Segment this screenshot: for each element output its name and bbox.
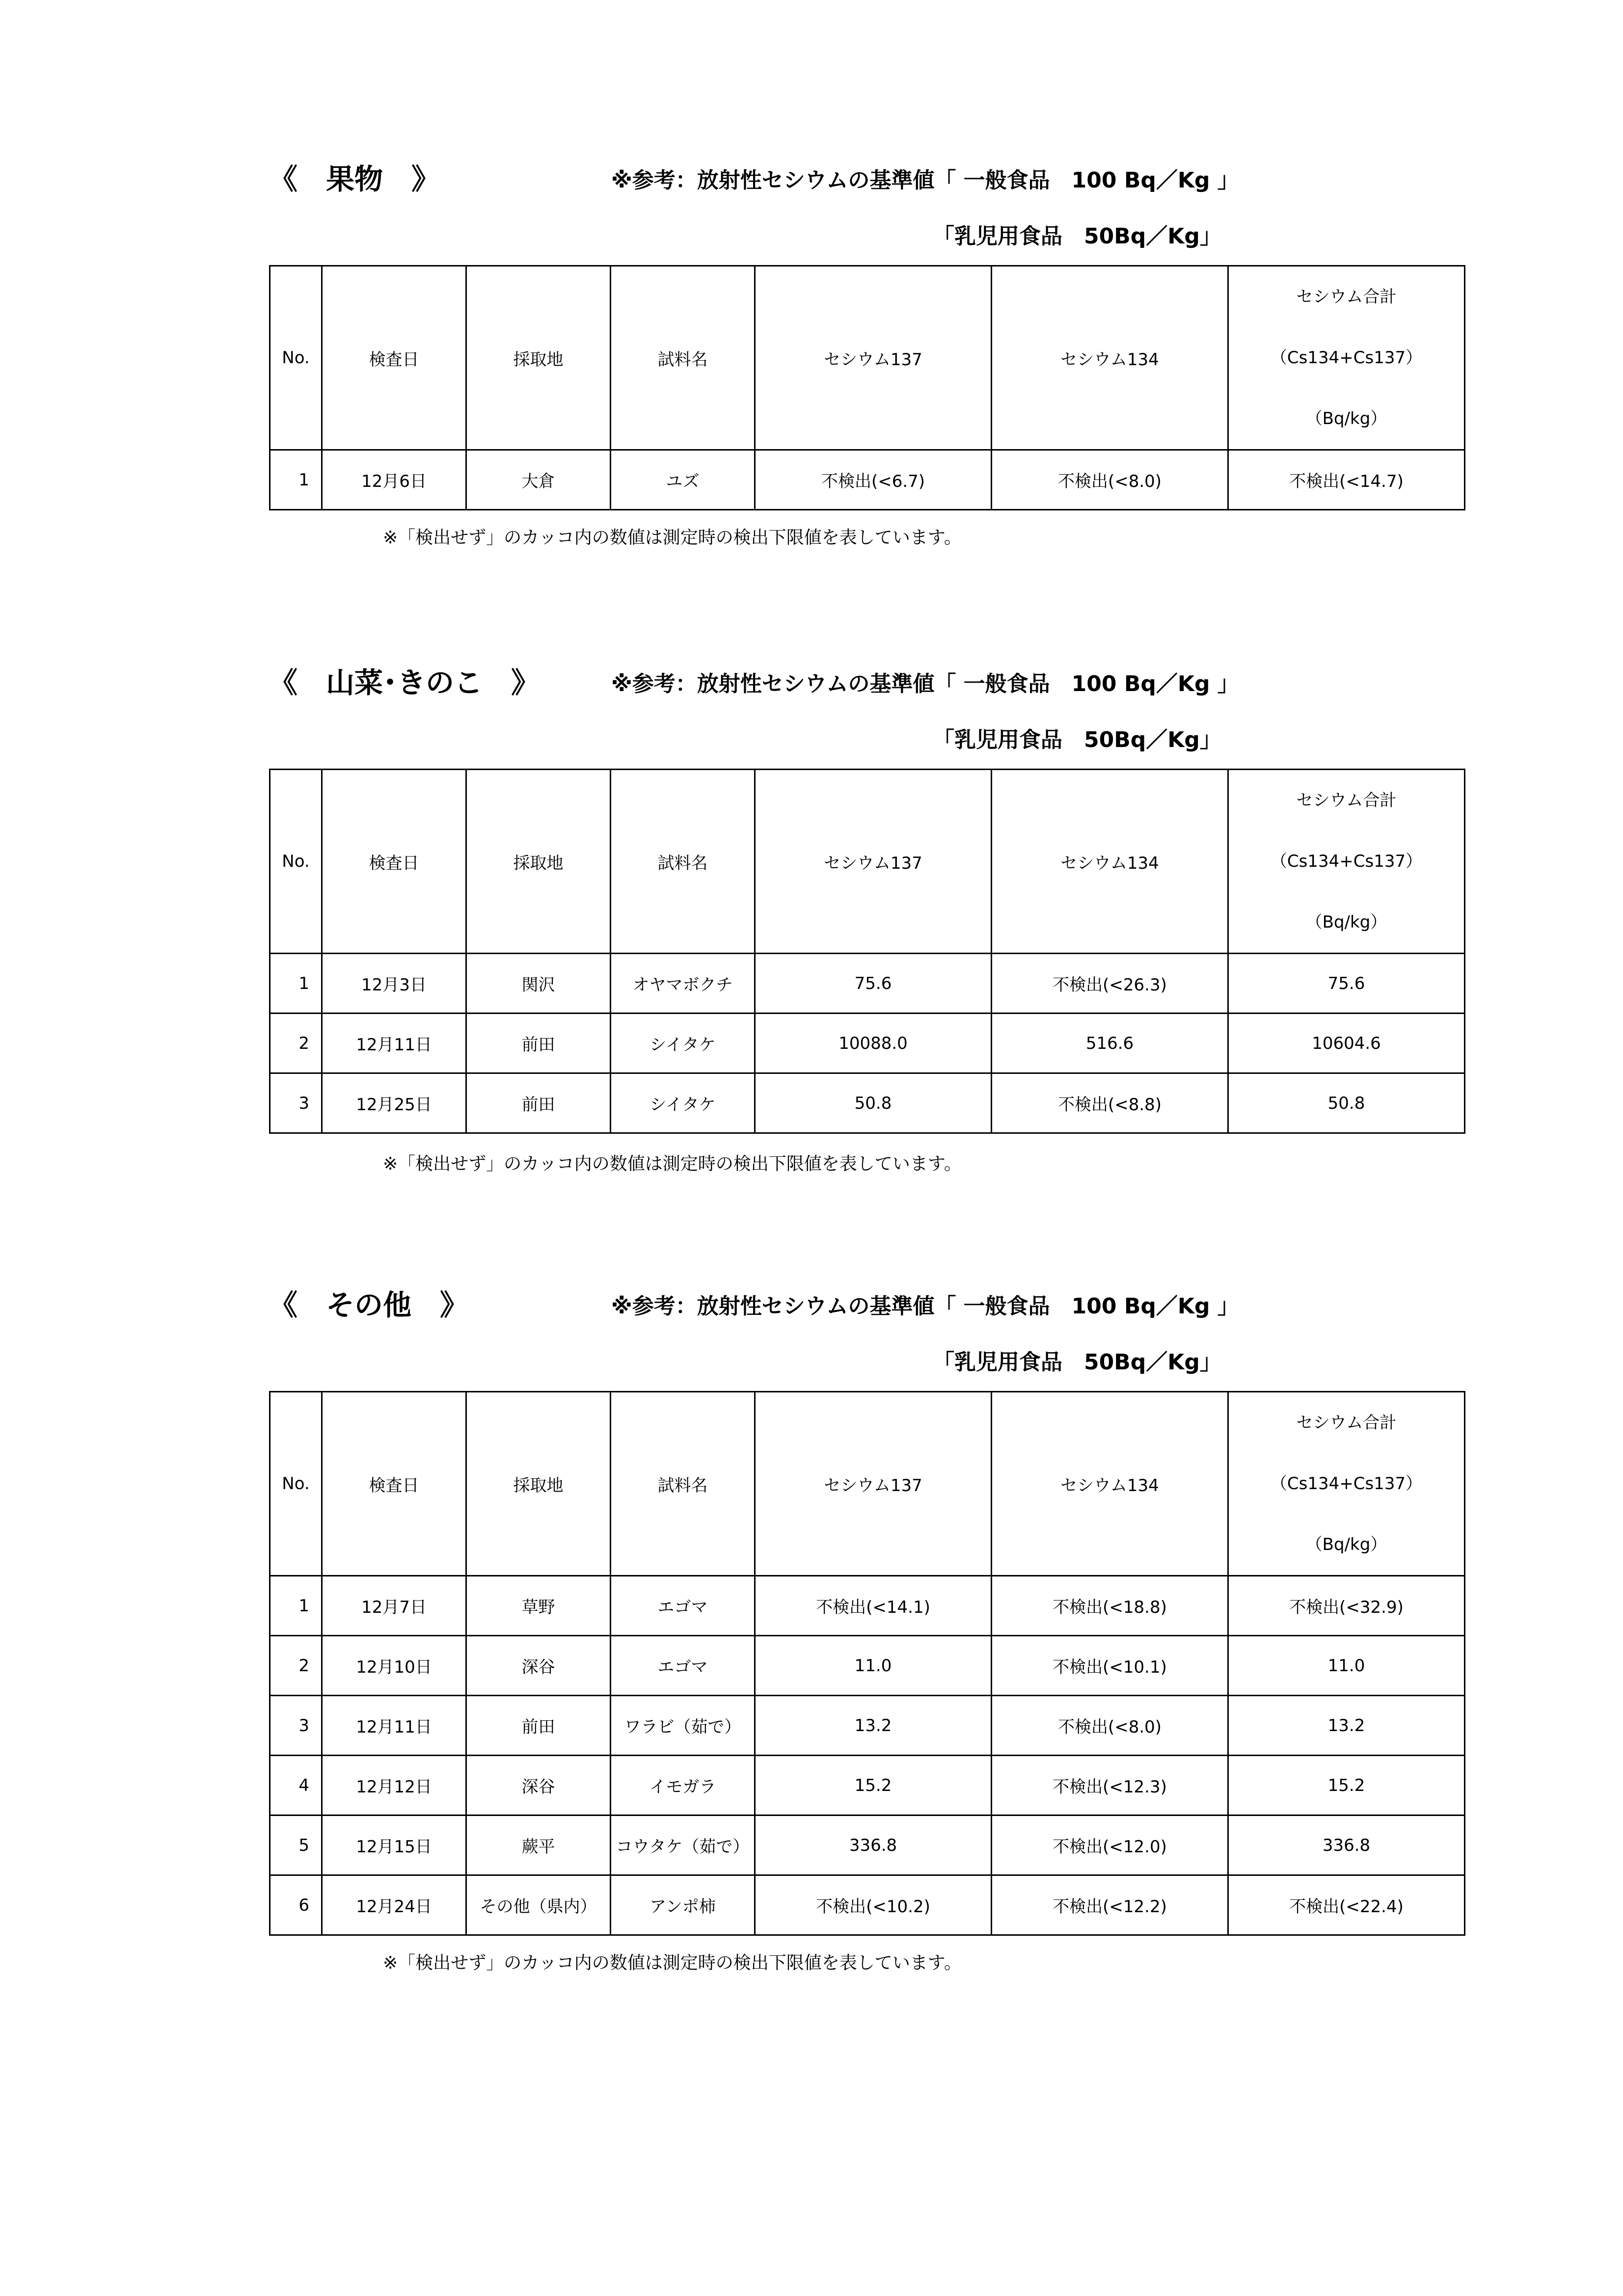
cell-sample: エゴマ	[611, 1636, 755, 1696]
header-no: No.	[270, 1392, 322, 1576]
cell-date: 12月11日	[322, 1014, 466, 1073]
table-row	[270, 1756, 1465, 1815]
table-header-row	[270, 1392, 1465, 1576]
cell-date: 12月15日	[322, 1815, 466, 1875]
cell-date: 12月12日	[322, 1756, 466, 1815]
table-row	[270, 1815, 1465, 1875]
reference-general-food: ※参考：放射性セシウムの基準値「 一般食品 100 Bq／Kg 」	[611, 1294, 1239, 1319]
header-total	[1228, 770, 1465, 954]
cell-total: 不検出(<22.4)	[1228, 1875, 1465, 1935]
cell-no: 2	[270, 1636, 322, 1696]
cell-sample: オヤマボクチ	[611, 954, 755, 1014]
cell-date: 12月11日	[322, 1696, 466, 1756]
cell-place: 深谷	[466, 1636, 611, 1696]
cell-sample: コウタケ（茹で）	[611, 1815, 755, 1875]
header-sample: 試料名	[611, 266, 755, 450]
reference-general-food: ※参考：放射性セシウムの基準値「 一般食品 100 Bq／Kg 」	[611, 168, 1239, 193]
cell-total: 13.2	[1228, 1696, 1465, 1756]
reference-infant-food: 「乳児用食品 50Bq／Kg」	[933, 727, 1221, 752]
section-title: 《 山菜･きのこ 》	[269, 666, 540, 699]
reference-infant-food: 「乳児用食品 50Bq／Kg」	[933, 1350, 1221, 1375]
cell-cs134: 不検出(<26.3)	[992, 954, 1228, 1014]
cell-cs137: 15.2	[755, 1756, 992, 1815]
cell-cs134: 不検出(<10.1)	[992, 1636, 1228, 1696]
header-sample: 試料名	[611, 1392, 755, 1576]
table-row	[270, 1636, 1465, 1696]
cell-cs134: 不検出(<12.2)	[992, 1875, 1228, 1935]
table-row	[270, 1696, 1465, 1756]
table-header-row	[270, 770, 1465, 954]
cell-cs134: 不検出(<12.0)	[992, 1815, 1228, 1875]
header-total-line2: （Cs134+Cs137）	[1270, 1474, 1423, 1494]
cell-sample: エゴマ	[611, 1576, 755, 1636]
cell-no: 1	[270, 450, 322, 510]
cell-total: 不検出(<14.7)	[1228, 450, 1465, 510]
cell-place: 大倉	[466, 450, 611, 510]
header-place: 採取地	[466, 266, 611, 450]
cell-date: 12月25日	[322, 1073, 466, 1133]
cell-date: 12月3日	[322, 954, 466, 1014]
cell-cs137: 336.8	[755, 1815, 992, 1875]
header-date: 検査日	[322, 770, 466, 954]
table-row	[270, 1014, 1465, 1073]
cell-date: 12月7日	[322, 1576, 466, 1636]
cell-no: 4	[270, 1756, 322, 1815]
header-total-line1: セシウム合計	[1296, 791, 1397, 810]
cell-sample: ワラビ（茹で）	[611, 1696, 755, 1756]
header-cs137: セシウム137	[755, 266, 992, 450]
cell-place: その他（県内）	[466, 1875, 611, 1935]
cell-no: 2	[270, 1014, 322, 1073]
table-row	[270, 450, 1465, 510]
cell-no: 3	[270, 1696, 322, 1756]
cell-total: 10604.6	[1228, 1014, 1465, 1073]
header-cs134: セシウム134	[992, 266, 1228, 450]
cell-no: 1	[270, 1576, 322, 1636]
cell-cs137: 不検出(<10.2)	[755, 1875, 992, 1935]
cell-place: 深谷	[466, 1756, 611, 1815]
header-place: 採取地	[466, 770, 611, 954]
cell-cs134: 不検出(<8.8)	[992, 1073, 1228, 1133]
results-table	[269, 769, 1465, 1134]
cell-cs134: 不検出(<8.0)	[992, 1696, 1228, 1756]
cell-cs137: 不検出(<14.1)	[755, 1576, 992, 1636]
note-detection-limit: ※「検出せず」のカッコ内の数値は測定時の検出下限値を表しています。	[383, 528, 962, 548]
cell-sample: ユズ	[611, 450, 755, 510]
header-place: 採取地	[466, 1392, 611, 1576]
header-cs134: セシウム134	[992, 1392, 1228, 1576]
header-cs137: セシウム137	[755, 1392, 992, 1576]
cell-place: 関沢	[466, 954, 611, 1014]
cell-place: 前田	[466, 1014, 611, 1073]
section-title: 《 果物 》	[269, 162, 440, 196]
table-row	[270, 1875, 1465, 1935]
header-no: No.	[270, 266, 322, 450]
header-total-line1: セシウム合計	[1296, 1413, 1397, 1433]
header-total-line3: （Bq/kg）	[1305, 409, 1387, 428]
cell-cs137: 11.0	[755, 1636, 992, 1696]
cell-sample: イモガラ	[611, 1756, 755, 1815]
cell-cs137: 75.6	[755, 954, 992, 1014]
header-sample: 試料名	[611, 770, 755, 954]
cell-date: 12月6日	[322, 450, 466, 510]
cell-cs137: 50.8	[755, 1073, 992, 1133]
table-row	[270, 1576, 1465, 1636]
cell-place: 蕨平	[466, 1815, 611, 1875]
table-header-row	[270, 266, 1465, 450]
cell-date: 12月24日	[322, 1875, 466, 1935]
header-total	[1228, 266, 1465, 450]
results-table	[269, 265, 1465, 510]
cell-place: 前田	[466, 1073, 611, 1133]
header-total-line3: （Bq/kg）	[1305, 912, 1387, 932]
header-total-line2: （Cs134+Cs137）	[1270, 852, 1423, 871]
cell-place: 前田	[466, 1696, 611, 1756]
cell-cs137: 10088.0	[755, 1014, 992, 1073]
cell-no: 5	[270, 1815, 322, 1875]
table-row	[270, 954, 1465, 1014]
header-total-line2: （Cs134+Cs137）	[1270, 348, 1423, 368]
cell-total: 不検出(<32.9)	[1228, 1576, 1465, 1636]
cell-total: 336.8	[1228, 1815, 1465, 1875]
header-date: 検査日	[322, 266, 466, 450]
cell-date: 12月10日	[322, 1636, 466, 1696]
results-table	[269, 1391, 1465, 1936]
cell-sample: アンポ柿	[611, 1875, 755, 1935]
header-total-line3: （Bq/kg）	[1305, 1535, 1387, 1554]
table-row	[270, 1073, 1465, 1133]
header-total	[1228, 1392, 1465, 1576]
cell-total: 15.2	[1228, 1756, 1465, 1815]
cell-no: 1	[270, 954, 322, 1014]
cell-total: 11.0	[1228, 1636, 1465, 1696]
cell-no: 3	[270, 1073, 322, 1133]
cell-cs134: 516.6	[992, 1014, 1228, 1073]
header-date: 検査日	[322, 1392, 466, 1576]
reference-infant-food: 「乳児用食品 50Bq／Kg」	[933, 224, 1221, 249]
header-cs137: セシウム137	[755, 770, 992, 954]
header-no: No.	[270, 770, 322, 954]
cell-sample: シイタケ	[611, 1073, 755, 1133]
cell-no: 6	[270, 1875, 322, 1935]
note-detection-limit: ※「検出せず」のカッコ内の数値は測定時の検出下限値を表しています。	[383, 1953, 962, 1973]
note-detection-limit: ※「検出せず」のカッコ内の数値は測定時の検出下限値を表しています。	[383, 1154, 962, 1174]
cell-total: 50.8	[1228, 1073, 1465, 1133]
cell-cs134: 不検出(<12.3)	[992, 1756, 1228, 1815]
header-total-line1: セシウム合計	[1296, 287, 1397, 307]
cell-cs134: 不検出(<18.8)	[992, 1576, 1228, 1636]
section-title: 《 その他 》	[269, 1288, 469, 1322]
header-cs134: セシウム134	[992, 770, 1228, 954]
cell-total: 75.6	[1228, 954, 1465, 1014]
cell-place: 草野	[466, 1576, 611, 1636]
cell-cs137: 13.2	[755, 1696, 992, 1756]
cell-sample: シイタケ	[611, 1014, 755, 1073]
reference-general-food: ※参考：放射性セシウムの基準値「 一般食品 100 Bq／Kg 」	[611, 671, 1239, 696]
cell-cs134: 不検出(<8.0)	[992, 450, 1228, 510]
cell-cs137: 不検出(<6.7)	[755, 450, 992, 510]
